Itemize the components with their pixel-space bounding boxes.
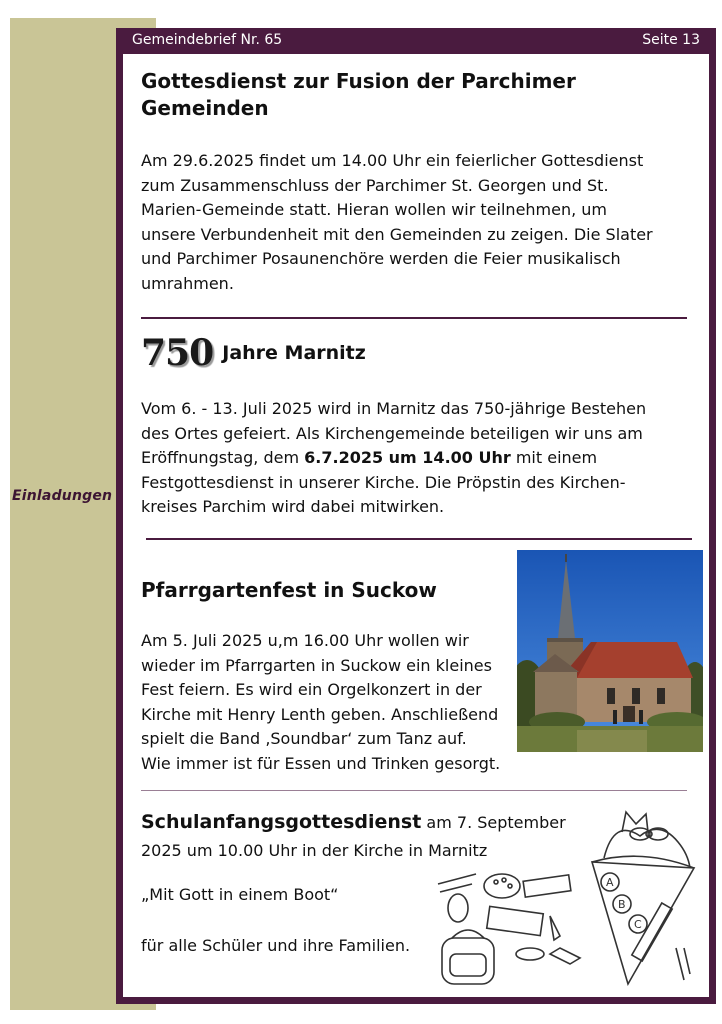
section-pfarrgartenfest (141, 577, 501, 604)
section-fusion-body (141, 149, 701, 296)
body-line: mit einem (510, 448, 598, 467)
church-photo (517, 550, 703, 752)
body-line: unsere Verbundenheit mit den Gemeinden zu zeigen. Die Slater (141, 224, 653, 244)
section-pfarrgartenfest-body (141, 629, 541, 776)
body-line: Wie immer ist für Essen und Trinken gesorgt. (141, 753, 501, 773)
section-title (141, 68, 691, 122)
section-divider (146, 538, 692, 540)
body-line: am 7. September (421, 813, 566, 832)
body-line: Am 5. Juli 2025 u,m 16.00 Uhr wollen wir (141, 631, 469, 650)
page-number: Seite 13 (642, 32, 700, 48)
body-line: zum Zusammenschluss der Parchimer St. Georgen und St. (141, 175, 609, 195)
cone-letter: B (618, 898, 626, 911)
section-title: Jahre Marnitz (222, 342, 366, 364)
sidebar-label: Einladungen (12, 488, 113, 504)
section-title: Schulanfangsgottesdienst (141, 811, 422, 833)
service-audience (141, 934, 441, 959)
body-line: Festgottesdienst in unserer Kirche. Die Pröpstin des Kirchen- (141, 472, 626, 492)
church-illustration (517, 550, 703, 752)
newsletter-title: Gemeindebrief Nr. 65 (132, 32, 283, 48)
section-divider (141, 790, 687, 791)
cone-letter: A (606, 876, 614, 889)
body-line: Fest feiern. Es wird ein Orgelkonzert in der (141, 680, 482, 699)
body-line: Am 29.6.2025 findet um 14.00 Uhr ein feierlicher Gottesdienst (141, 151, 644, 170)
section-750 (141, 332, 691, 380)
cone-letter: C (634, 918, 642, 931)
anniversary-number: 750 (141, 332, 214, 374)
motto-quote: „Mit Gott in einem Boot“ (141, 885, 339, 904)
section-fusion (141, 68, 691, 122)
body-line: 2025 um 10.00 Uhr in der Kirche in Marnitz (141, 841, 488, 860)
section-divider (141, 317, 687, 319)
section-title: Pfarrgartenfest in Suckow (141, 578, 437, 602)
service-motto (141, 883, 441, 908)
school-supplies-illustration (432, 798, 704, 992)
section-750-body (141, 397, 701, 520)
date-highlight: 6.7.2025 um 14.00 Uhr (304, 448, 511, 467)
body-line: des Ortes gefeiert. Als Kirchengemeinde beteiligen wir uns am (141, 423, 643, 443)
body-line: Kirche mit Henry Lenth geben. Anschließend (141, 704, 499, 724)
school-cone-drawing (432, 798, 704, 992)
body-line: Vom 6. - 13. Juli 2025 wird in Marnitz das 750-jährige Bestehen (141, 399, 647, 418)
title-line: Gottesdienst zur Fusion der Parchimer (141, 69, 576, 93)
body-line: Marien-Gemeinde statt. Hieran wollen wir teilnehmen, um (141, 200, 608, 219)
body-line: Eröffnungstag, dem (141, 448, 305, 467)
body-line: für alle Schüler und ihre Familien. (141, 936, 411, 955)
body-line: kreises Parchim wird dabei mitwirken. (141, 497, 445, 516)
title-line: Gemeinden (141, 96, 269, 120)
body-line: spielt die Band ‚Soundbar‘ zum Tanz auf. (141, 729, 467, 748)
body-line: umrahmen. (141, 273, 234, 293)
body-line: wieder im Pfarrgarten in Suckow ein kleines (141, 655, 492, 675)
body-line: und Parchimer Posaunenchöre werden die Feier musikalisch (141, 249, 621, 268)
